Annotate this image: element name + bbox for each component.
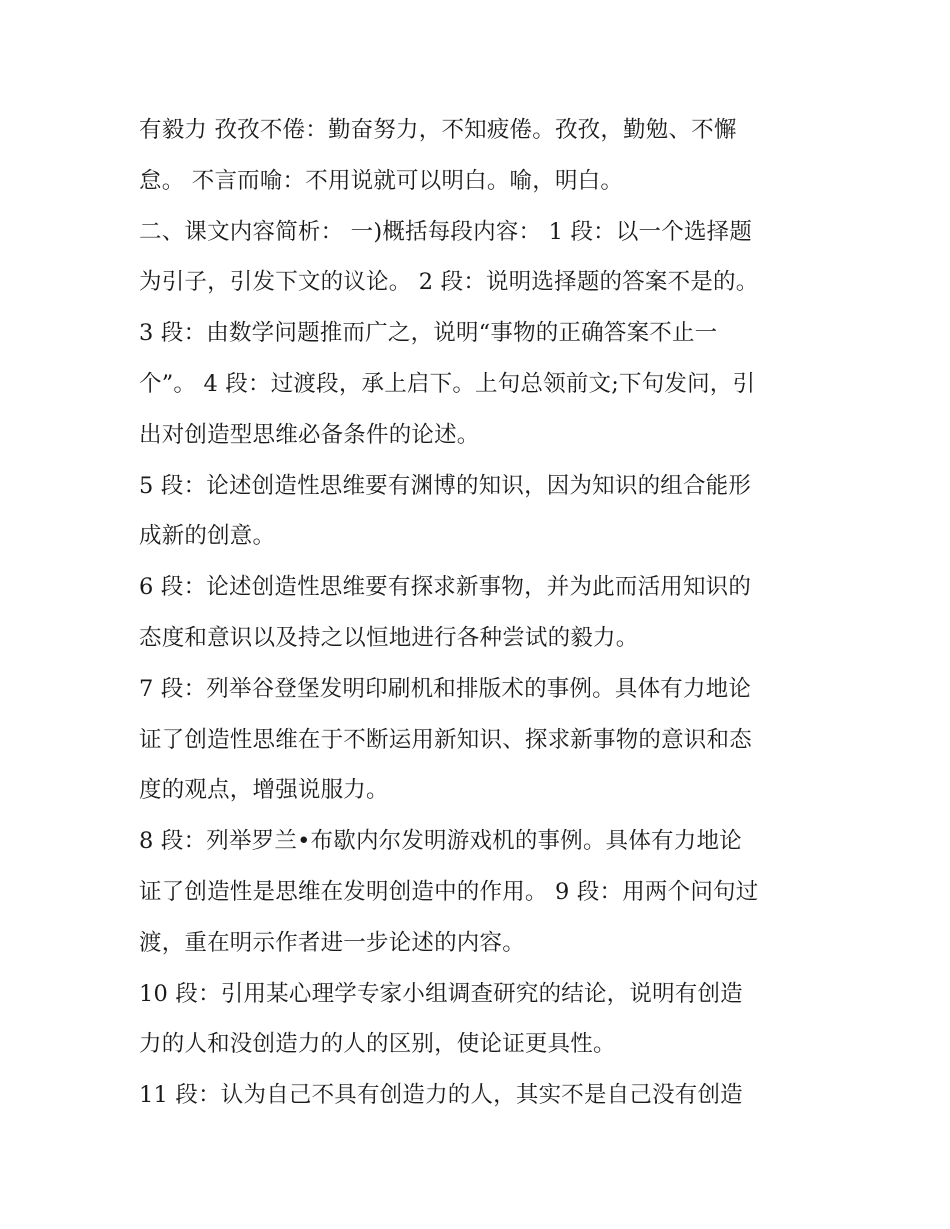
text-line: 力的人和没创造力的人的区别，使论证更具性。 bbox=[139, 1031, 616, 1058]
text-line: 有毅力 孜孜不倦：勤奋努力，不知疲倦。孜孜，勤勉、不懈 bbox=[139, 117, 737, 143]
text-line: 成新的创意。 bbox=[139, 523, 276, 550]
text-line: 11 段：认为自己不具有创造力的人，其实不是自己没有创造 bbox=[139, 1082, 743, 1109]
text-line: 6 段：论述创造性思维要有探求新事物，并为此而活用知识的 bbox=[139, 574, 752, 601]
text-line: 3 段：由数学问题推而广之，说明“事物的正确答案不止一 bbox=[139, 320, 718, 347]
text-line: 二、课文内容简析： 一)概括每段内容： 1 段：以一个选择题 bbox=[139, 218, 753, 245]
text-line: 为引子，引发下文的议论。 2 段：说明选择题的答案不是的。 bbox=[139, 269, 759, 296]
text-line: 态度和意识以及持之以恒地进行各种尝试的毅力。 bbox=[139, 624, 639, 651]
text-line: 渡，重在明示作者进一步论述的内容。 bbox=[139, 929, 525, 956]
text-line: 8 段：列举罗兰•布歇内尔发明游戏机的事例。具体有力地论 bbox=[139, 828, 742, 855]
text-line: 7 段：列举谷登堡发明印刷机和排版术的事例。具体有力地论 bbox=[139, 675, 752, 702]
document-body bbox=[139, 105, 819, 1121]
text-line: 度的观点，增强说服力。 bbox=[139, 777, 389, 804]
text-line: 证了创造性思维在于不断运用新知识、探求新事物的意识和态 bbox=[139, 726, 752, 753]
text-line: 出对创造型思维必备条件的论述。 bbox=[139, 421, 480, 448]
text-line: 5 段：论述创造性思维要有渊博的知识，因为知识的组合能形 bbox=[139, 472, 752, 499]
text-line: 证了创造性是思维在发明创造中的作用。 9 段：用两个问句过 bbox=[139, 878, 759, 905]
text-line: 个”。 4 段：过渡段，承上启下。上句总领前文;下句发问，引 bbox=[139, 370, 756, 397]
text-line: 怠。 不言而喻：不用说就可以明白。喻，明白。 bbox=[139, 167, 624, 194]
text-line: 10 段：引用某心理学专家小组调查研究的结论，说明有创造 bbox=[139, 980, 743, 1007]
